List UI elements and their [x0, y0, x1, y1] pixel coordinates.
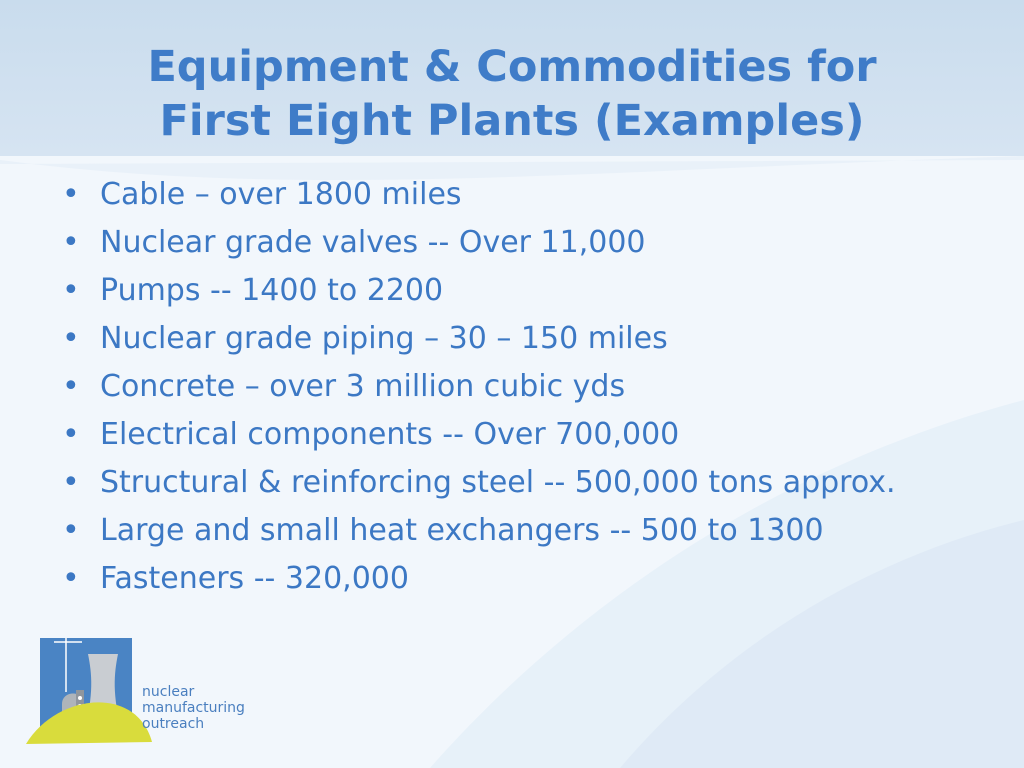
bullet-list	[62, 179, 982, 611]
list-item-text: Cable – over 1800 miles	[100, 177, 462, 212]
list-item	[62, 323, 982, 355]
logo-text-line-2: manufacturing	[142, 700, 245, 716]
title-line-1: Equipment & Commodities for	[147, 42, 877, 92]
list-item-text: Electrical components -- Over 700,000	[100, 417, 680, 452]
bullet-icon: •	[62, 465, 80, 500]
bullet-icon: •	[62, 225, 80, 260]
list-item	[62, 419, 982, 451]
bullet-icon: •	[62, 513, 80, 548]
bullet-icon: •	[62, 273, 80, 308]
bullet-icon: •	[62, 177, 80, 212]
list-item-text: Structural & reinforcing steel -- 500,000 tons approx.	[100, 465, 896, 500]
list-item-text: Nuclear grade piping – 30 – 150 miles	[100, 321, 668, 356]
list-item	[62, 227, 982, 259]
list-item	[62, 275, 982, 307]
logo-text-line-3: outreach	[142, 716, 205, 732]
list-item-text: Pumps -- 1400 to 2200	[100, 273, 444, 308]
list-item	[62, 515, 982, 547]
bullet-icon: •	[62, 321, 80, 356]
bullet-icon: •	[62, 417, 80, 452]
title-line-2: First Eight Plants (Examples)	[159, 96, 865, 146]
list-item	[62, 371, 982, 403]
logo-text	[142, 684, 245, 732]
list-item-text: Fasteners -- 320,000	[100, 561, 409, 596]
list-item-text: Nuclear grade valves -- Over 11,000	[100, 225, 646, 260]
list-item-text: Concrete – over 3 million cubic yds	[100, 369, 626, 404]
bullet-icon: •	[62, 369, 80, 404]
slide-title	[0, 40, 1024, 148]
list-item	[62, 563, 982, 595]
list-item	[62, 467, 982, 499]
list-item	[62, 179, 982, 211]
bullet-icon: •	[62, 561, 80, 596]
logo-text-line-1: nuclear	[142, 684, 195, 700]
list-item-text: Large and small heat exchangers -- 500 to 1300	[100, 513, 824, 548]
